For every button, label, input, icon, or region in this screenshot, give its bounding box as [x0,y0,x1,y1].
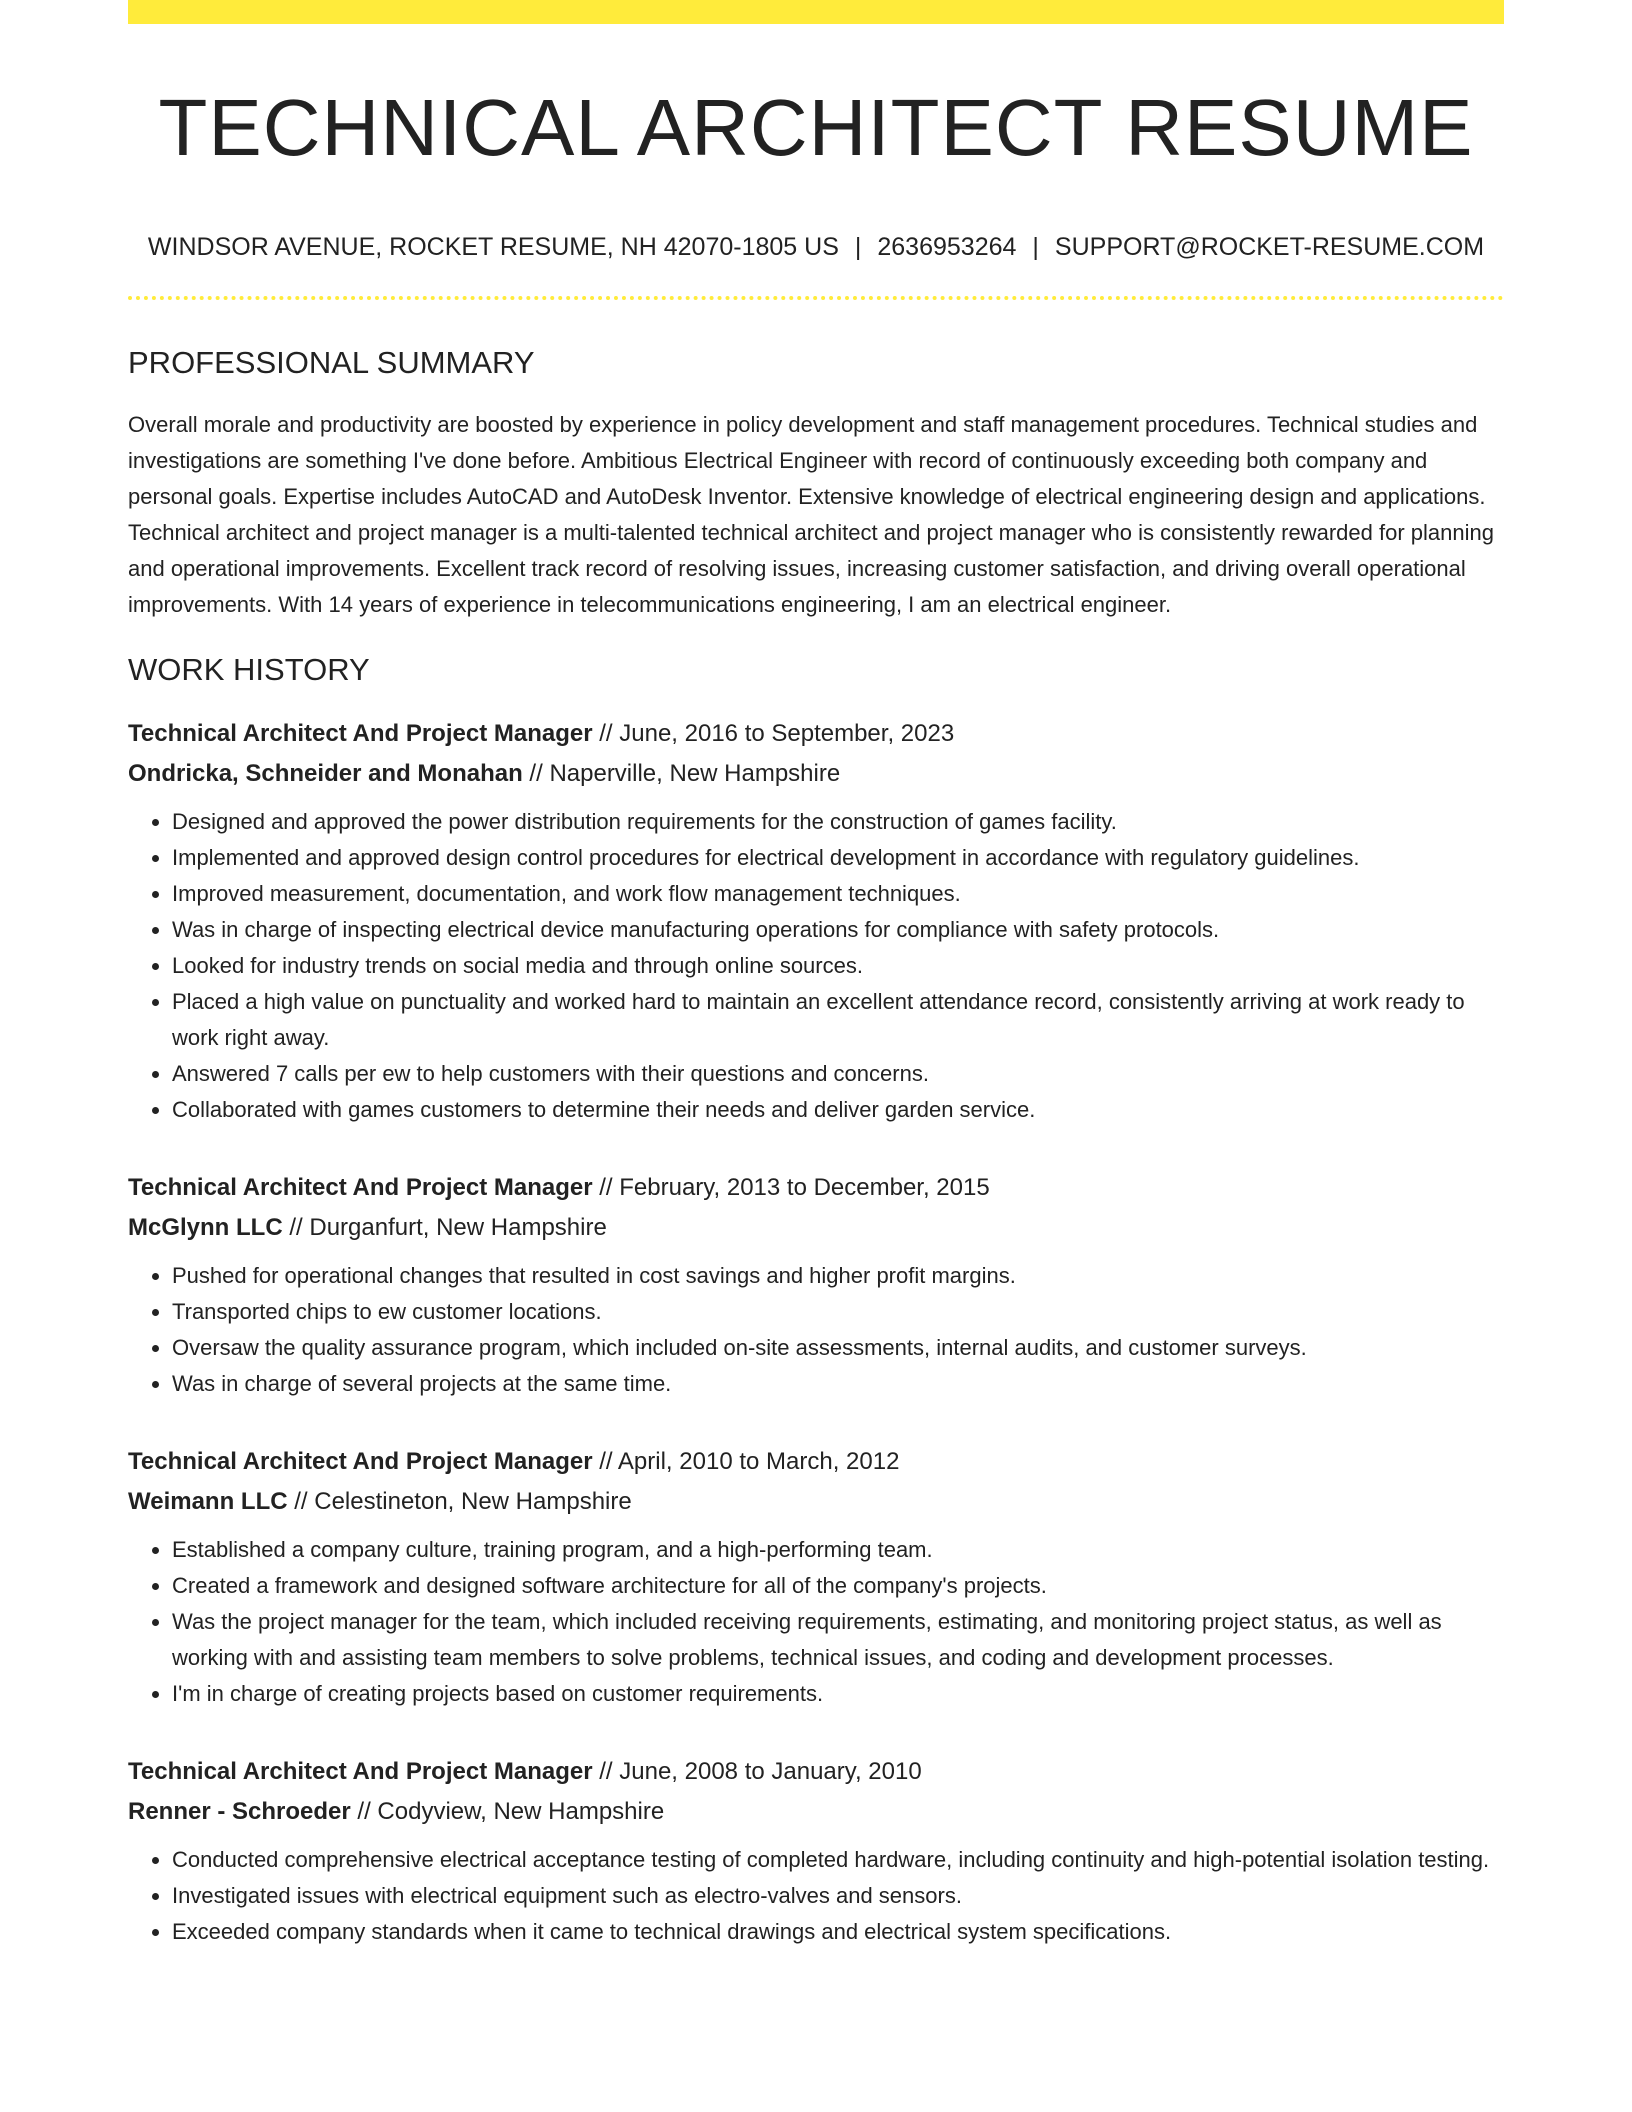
job-entry [128,714,1504,1128]
job-divider: // [529,760,543,788]
accent-top-bar [128,0,1504,24]
job-divider: // [599,1758,613,1786]
job-location: Codyview, New Hampshire [377,1798,665,1826]
job-bullet: • Conducted comprehensive electrical acceptance testing of completed hardware, including continuity and high-potential isolation testing. [172,1842,1504,1878]
job-bullet: • Was the project manager for the team, which included receiving requirements, estimating, and monitoring project status, as well as working with and assisting team members to solve problems, technical issues, and coding and development processes. [172,1604,1504,1676]
contact-separator: | [1032,233,1039,261]
job-bullet: • Investigated issues with electrical equipment such as electro-valves and sensors. [172,1878,1504,1914]
job-role-line [128,1752,1504,1792]
contact-phone: 2636953264 [877,233,1017,261]
job-dates: February, 2013 to December, 2015 [619,1174,990,1202]
job-company: Weimann LLC [128,1488,288,1516]
job-bullet: • Established a company culture, training program, and a high-performing team. [172,1532,1504,1568]
job-company: Ondricka, Schneider and Monahan [128,760,523,788]
job-bullet: • Pushed for operational changes that resulted in cost savings and higher profit margins. [172,1258,1504,1294]
job-bullet: • Exceeded company standards when it came to technical drawings and electrical system specifications. [172,1914,1504,1950]
resume-title: TECHNICAL ARCHITECT RESUME [158,83,1474,172]
job-divider: // [357,1798,371,1826]
job-dates: April, 2010 to March, 2012 [617,1448,900,1476]
resume-page [128,0,1504,1950]
job-bullet: • Improved measurement, documentation, and work flow management techniques. [172,876,1504,912]
job-company-line [128,754,1504,794]
job-company-line [128,1208,1504,1248]
job-role-line [128,1442,1504,1482]
job-location: Durganfurt, New Hampshire [309,1214,607,1242]
contact-line [128,232,1504,262]
work-history-heading: WORK HISTORY [128,652,370,688]
job-dates: June, 2016 to September, 2023 [619,720,955,748]
job-bullet: • Looked for industry trends on social media and through online sources. [172,948,1504,984]
job-company-line [128,1482,1504,1522]
job-bullet-list [128,1532,1504,1712]
job-bullet-list [128,1258,1504,1402]
job-bullet-list [128,804,1504,1128]
job-dates: June, 2008 to January, 2010 [619,1758,922,1786]
job-bullet: • Placed a high value on punctuality and worked hard to maintain an excellent attendance record, consistently arriving at work ready to work right away. [172,984,1504,1056]
job-bullet: • Created a framework and designed software architecture for all of the company's projects. [172,1568,1504,1604]
job-divider: // [599,1174,613,1202]
contact-email: SUPPORT@ROCKET-RESUME.COM [1054,233,1485,261]
job-company-line [128,1792,1504,1832]
contact-address: WINDSOR AVENUE, ROCKET RESUME, NH 42070-1805 US [147,233,839,261]
job-divider: // [599,1448,613,1476]
job-bullet: • Was in charge of several projects at the same time. [172,1366,1504,1402]
contact-separator: | [854,233,862,261]
job-location: Celestineton, New Hampshire [314,1488,632,1516]
job-bullet: • Implemented and approved design control procedures for electrical development in accordance with regulatory guidelines. [172,840,1504,876]
job-company: Renner - Schroeder [128,1798,351,1826]
job-bullet: • Collaborated with games customers to determine their needs and deliver garden service. [172,1092,1504,1128]
job-company: McGlynn LLC [128,1214,283,1242]
job-role: Technical Architect And Project Manager [128,1758,593,1786]
job-role-line [128,714,1504,754]
job-bullet: • Transported chips to ew customer locations. [172,1294,1504,1330]
summary-heading: PROFESSIONAL SUMMARY [128,345,535,380]
job-divider: // [289,1214,303,1242]
job-divider: // [599,720,613,748]
job-bullet-list [128,1842,1504,1950]
job-entry [128,1442,1504,1712]
job-entry [128,1752,1504,1950]
job-bullet: • Oversaw the quality assurance program, which included on-site assessments, internal audits, and customer surveys. [172,1330,1504,1366]
job-role-line [128,1168,1504,1208]
job-bullet: • Answered 7 calls per ew to help customers with their questions and concerns. [172,1056,1504,1092]
job-entry [128,1168,1504,1402]
job-role: Technical Architect And Project Manager [128,1174,593,1202]
job-bullet: • I'm in charge of creating projects based on customer requirements. [172,1676,1504,1712]
summary-text: Overall morale and productivity are boosted by experience in policy development and staff management procedures. Technical studies and investigations are something I've done before. Ambitious Electrical Engineer with record of continuously exceeding both company and personal goals. Expertise includes AutoCAD and AutoDesk Inventor. Extensive knowledge of electrical engineering design and applications. Technical architect and project manager is a multi-talented technical architect and project manager who is consistently rewarded for planning and operational improvements. Excellent track record of resolving issues, increasing customer satisfaction, and driving overall operational improvements. With 14 years of experience in telecommunications engineering, I am an electrical engineer. [128,412,1494,618]
job-bullet: • Was in charge of inspecting electrical device manufacturing operations for compliance with safety protocols. [172,912,1504,948]
job-bullet: • Designed and approved the power distribution requirements for the construction of games facility. [172,804,1504,840]
job-role: Technical Architect And Project Manager [128,1448,593,1476]
job-divider: // [294,1488,308,1516]
job-role: Technical Architect And Project Manager [128,720,593,748]
dotted-divider [128,296,1504,300]
job-location: Naperville, New Hampshire [549,760,841,788]
